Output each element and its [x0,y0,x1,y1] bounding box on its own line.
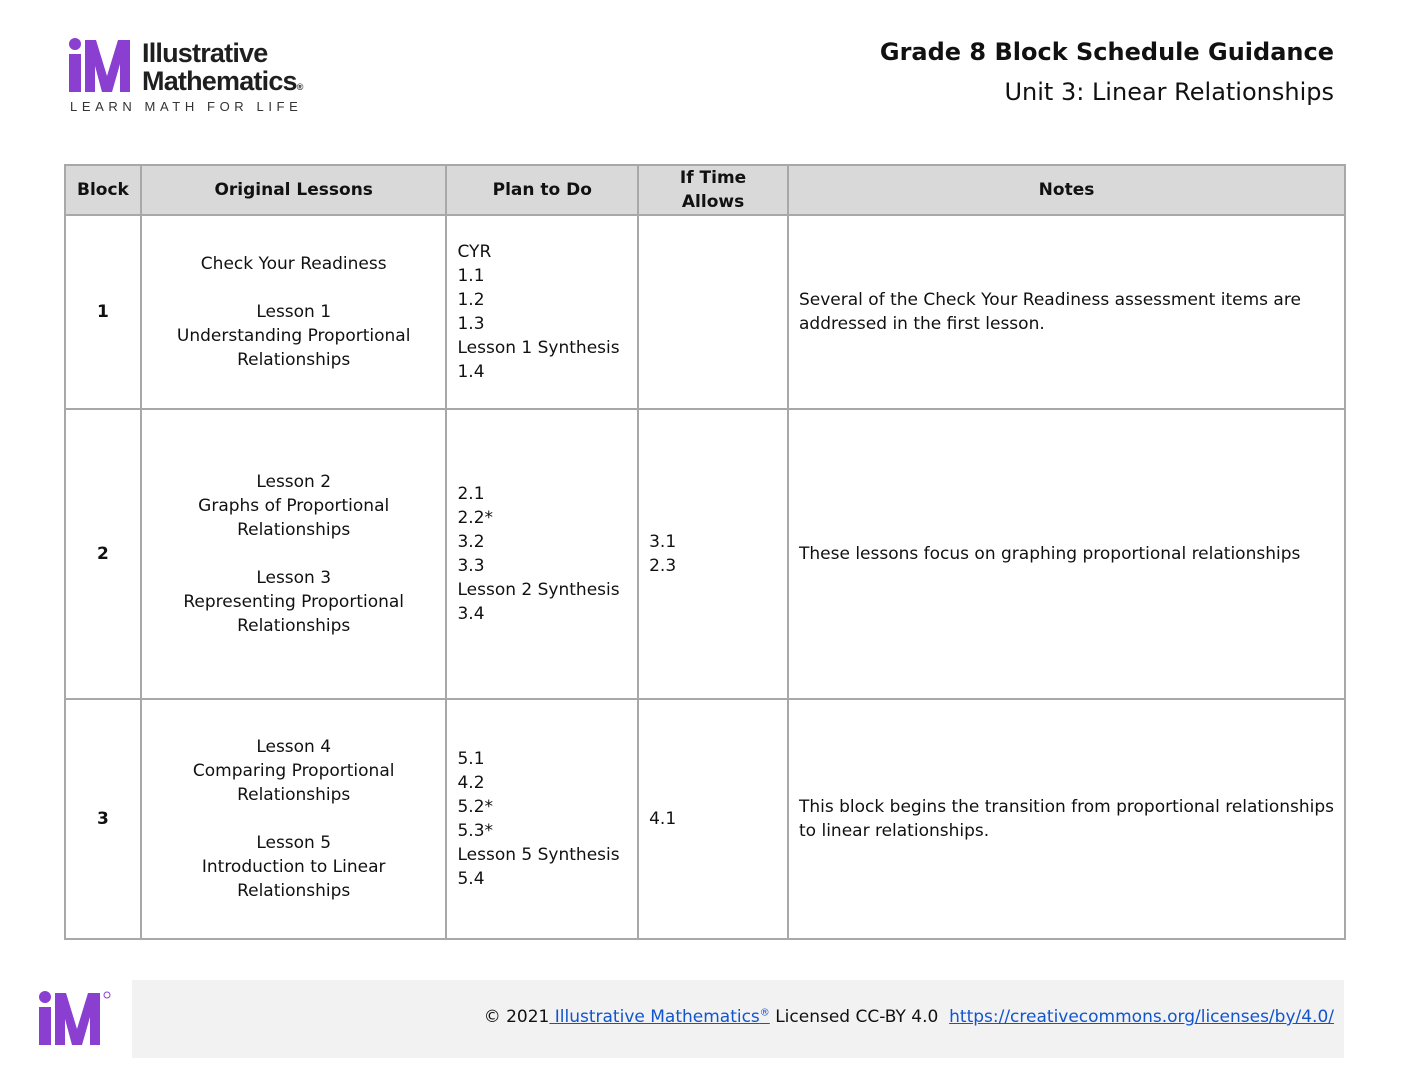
copyright-text: © 2021 [483,1007,550,1027]
time-item: 2.3 [649,556,677,576]
im-footer-logo-icon [38,991,112,1045]
license-text: Licensed CC-BY 4.0 [769,1007,950,1027]
plan-item: 1.2 [457,290,485,310]
plan-item: CYR [457,242,492,262]
notes-cell [788,409,1345,699]
creative-commons-link[interactable]: https://creativecommons.org/licenses/by/4.0/ [949,1007,1334,1027]
if-time-allows-cell [638,215,788,409]
lesson-line: Comparing Proportional [192,761,395,781]
lesson-line: Understanding Proportional [176,326,411,346]
plan-to-do-cell [446,699,638,939]
table-row [65,699,1345,939]
time-item: 4.1 [649,809,677,829]
block-number: 3 [65,699,141,939]
plan-item: 4.2 [457,773,485,793]
note-line: This block begins the transition from proportional relationships [799,797,1334,817]
col-header-if-time-allows: If Time Allows [638,165,788,215]
plan-item: 5.1 [457,749,485,769]
plan-item: 1.4 [457,362,485,382]
notes-cell [788,215,1345,409]
lesson-line: Relationships [237,616,351,636]
note-line: These lessons focus on graphing proportional relationships [799,544,1301,564]
lesson-line: Lesson 3 [256,568,332,588]
plan-item: 2.2* [457,508,494,528]
page-subtitle: Unit 3: Linear Relationships [1004,78,1334,106]
lesson-line: Relationships [237,881,351,901]
plan-item: 5.3* [457,821,494,841]
plan-item: 3.3 [457,556,485,576]
lesson-line: Relationships [237,520,351,540]
lesson-line: Check Your Readiness [200,254,387,274]
plan-item: Lesson 5 Synthesis [457,845,620,865]
time-item: 3.1 [649,532,677,552]
col-header-original-lessons: Original Lessons [141,165,447,215]
table-row [65,215,1345,409]
lesson-line: Graphs of Proportional [198,496,390,516]
plan-to-do-cell [446,409,638,699]
lesson-line: Lesson 5 [256,833,332,853]
lesson-line: Relationships [237,785,351,805]
original-lessons-cell [141,409,447,699]
plan-item: Lesson 2 Synthesis [457,580,620,600]
note-line: addressed in the first lesson. [799,314,1045,334]
lesson-line: Relationships [237,350,351,370]
plan-item: 1.3 [457,314,485,334]
lesson-line: Lesson 2 [256,472,332,492]
plan-item: 5.4 [457,869,485,889]
plan-item: 1.1 [457,266,485,286]
table-row [65,409,1345,699]
note-line: to linear relationships. [799,821,990,841]
block-number: 2 [65,409,141,699]
original-lessons-cell [141,699,447,939]
col-header-block: Block [65,165,141,215]
if-time-allows-cell [638,409,788,699]
footer-license-text [484,1007,1334,1027]
logo-wordmark: Illustrative Mathematics® [142,38,304,96]
im-logo-mark-icon [68,38,132,92]
note-line: Several of the Check Your Readiness assessment items are [799,290,1301,310]
lesson-line: Representing Proportional [183,592,405,612]
plan-item: Lesson 1 Synthesis [457,338,620,358]
col-header-plan-to-do: Plan to Do [446,165,638,215]
plan-item: 3.4 [457,604,485,624]
block-number: 1 [65,215,141,409]
plan-item: 3.2 [457,532,485,552]
lesson-line: Lesson 4 [256,737,332,757]
block-schedule-table [64,164,1346,940]
plan-to-do-cell [446,215,638,409]
notes-cell [788,699,1345,939]
col-header-notes: Notes [788,165,1345,215]
page-title: Grade 8 Block Schedule Guidance [879,38,1334,66]
lesson-line: Lesson 1 [256,302,332,322]
illustrative-mathematics-link[interactable]: Illustrative Mathematics® [549,1007,770,1027]
plan-item: 2.1 [457,484,485,504]
original-lessons-cell [141,215,447,409]
lesson-line: Introduction to Linear [201,857,386,877]
if-time-allows-cell [638,699,788,939]
im-logo [68,38,338,118]
footer-bar [132,980,1344,1058]
plan-item: 5.2* [457,797,494,817]
logo-tagline: LEARN MATH FOR LIFE [70,99,303,114]
table-header-row [65,165,1345,215]
